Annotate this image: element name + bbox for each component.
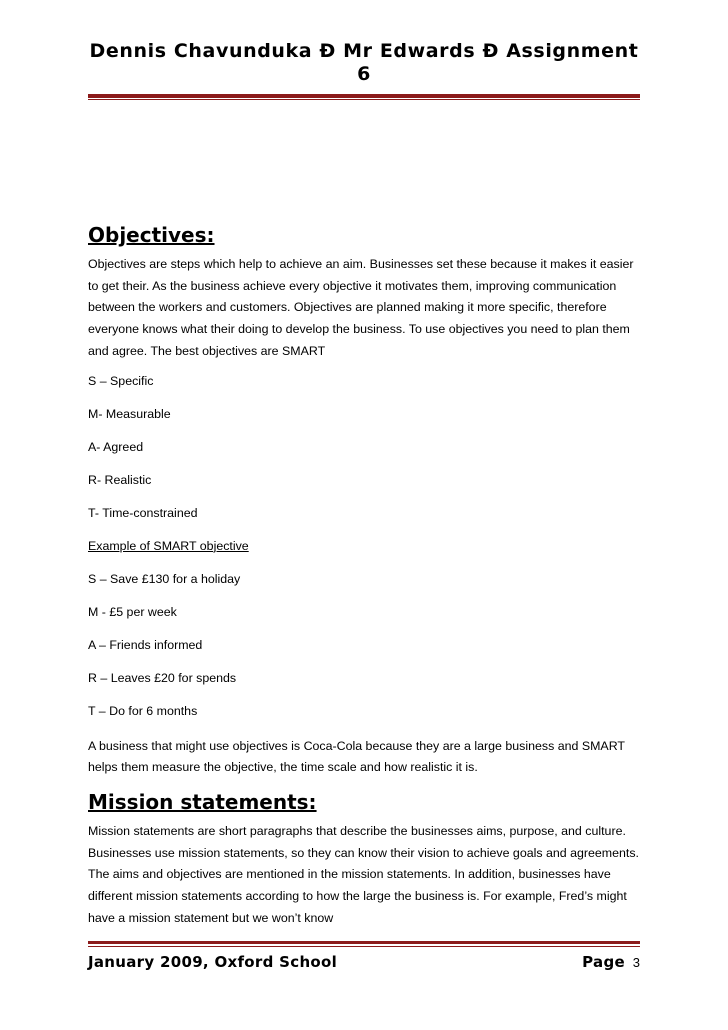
header-title: Dennis Chavunduka Ð Mr Edwards Ð Assignment 6 <box>89 40 639 85</box>
example-item-t: T – Do for 6 months <box>88 703 198 718</box>
smart-item-t: T- Time-constrained <box>88 505 198 520</box>
mission-heading: Mission statements: <box>88 789 317 814</box>
footer-date-school: January 2009, Oxford School <box>88 953 338 971</box>
footer-rule-thin <box>88 946 640 947</box>
smart-item-m: M- Measurable <box>88 406 171 421</box>
objectives-intro: Objectives are steps which help to achieve an aim. Businesses set these because it makes it easier to get their. As the business achieve every objective it motivates them, improving communication between the workers and customers. Objectives are planned making it more specific, therefore everyone knows what their doing to develop the business. To use objectives you need to plan them and agree. The best objectives are SMART <box>88 257 634 358</box>
footer-rule <box>88 941 640 944</box>
example-item-a: A – Friends informed <box>88 637 203 652</box>
smart-item-s: S – Specific <box>88 373 154 388</box>
example-item-m: M - £5 per week <box>88 604 177 619</box>
example-title: Example of SMART objective <box>88 538 249 553</box>
mission-body: Mission statements are short paragraphs that describe the businesses aims, purpose, and culture. Businesses use mission statements, so they can know their vision to achieve goals and agreements. The aims and objectives are mentioned in the mission statements. In addition, businesses have different mission statements according to how the large the business is. For example, Fred’s might have a mission statement but we won’t know <box>88 823 639 925</box>
page-number: 3 <box>632 955 640 970</box>
smart-item-r: R- Realistic <box>88 472 152 487</box>
page-label: Page <box>582 953 625 971</box>
objectives-heading: Objectives: <box>88 223 215 247</box>
objectives-conclusion: A business that might use objectives is Coca-Cola because they are a large business and SMART helps them measure the objective, the time scale and how realistic it is. <box>88 738 625 775</box>
header-rule <box>88 94 640 98</box>
smart-item-a: A- Agreed <box>88 439 144 454</box>
header-rule-thin <box>88 99 640 100</box>
example-item-s: S – Save £130 for a holiday <box>88 571 241 586</box>
page-body <box>88 222 640 939</box>
footer-page <box>582 953 640 972</box>
example-item-r: R – Leaves £20 for spends <box>88 670 237 685</box>
